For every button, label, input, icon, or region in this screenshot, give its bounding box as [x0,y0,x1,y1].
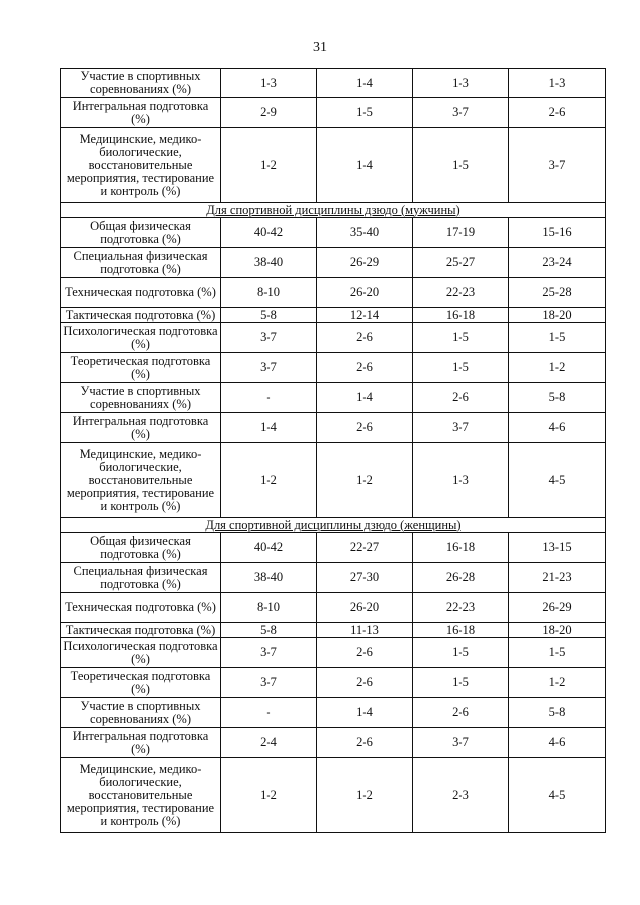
cell-value: 2-6 [509,98,606,128]
cell-value: 26-29 [317,248,413,278]
cell-value: - [221,698,317,728]
row-label: Психологическая подготовка (%) [61,323,221,353]
cell-value: 3-7 [509,128,606,203]
cell-value: 1-2 [509,353,606,383]
row-label: Общая физическая подготовка (%) [61,533,221,563]
cell-value: 1-4 [317,128,413,203]
cell-value: 15-16 [509,218,606,248]
cell-value: 2-6 [317,353,413,383]
table-row [61,563,606,593]
cell-value: 26-28 [413,563,509,593]
table-row [61,278,606,308]
cell-value: 38-40 [221,563,317,593]
section-header [61,203,606,218]
cell-value: 1-3 [509,69,606,98]
cell-value: 1-2 [221,128,317,203]
row-label: Интегральная подготовка (%) [61,413,221,443]
cell-value: 3-7 [221,323,317,353]
cell-value: 26-20 [317,593,413,623]
cell-value: 1-2 [509,668,606,698]
cell-value: 1-5 [413,668,509,698]
section-title: Для спортивной дисциплины дзюдо (мужчины) [206,202,460,217]
row-label: Психологическая подготовка (%) [61,638,221,668]
cell-value: 5-8 [221,308,317,323]
cell-value: 4-5 [509,443,606,518]
table-row [61,383,606,413]
cell-value: 2-6 [317,638,413,668]
cell-value: 1-2 [221,758,317,833]
cell-value: 1-3 [413,69,509,98]
row-label: Специальная физическая подготовка (%) [61,248,221,278]
table-row [61,443,606,518]
table-row [61,69,606,98]
cell-value: 38-40 [221,248,317,278]
cell-value: 4-6 [509,728,606,758]
cell-value: 25-28 [509,278,606,308]
cell-value: 16-18 [413,623,509,638]
cell-value: 1-5 [413,353,509,383]
table-row [61,533,606,563]
cell-value: 3-7 [413,728,509,758]
row-label: Теоретическая подготовка (%) [61,668,221,698]
cell-value: 18-20 [509,308,606,323]
cell-value: 4-5 [509,758,606,833]
cell-value: 1-3 [221,69,317,98]
table-row [61,218,606,248]
cell-value: 1-4 [221,413,317,443]
cell-value: 26-20 [317,278,413,308]
cell-value: 1-2 [317,443,413,518]
cell-value: 1-4 [317,69,413,98]
cell-value: 17-19 [413,218,509,248]
row-label: Медицинские, медико-биологические, восстановительные мероприятия, тестирование и контроль (%) [61,443,221,518]
cell-value: - [221,383,317,413]
row-label: Медицинские, медико-биологические, восстановительные мероприятия, тестирование и контроль (%) [61,128,221,203]
row-label: Техническая подготовка (%) [61,278,221,308]
page-number: 31 [313,40,327,55]
cell-value: 1-4 [317,698,413,728]
cell-value: 5-8 [221,623,317,638]
cell-value: 5-8 [509,383,606,413]
row-label: Участие в спортивных соревнованиях (%) [61,383,221,413]
row-label: Специальная физическая подготовка (%) [61,563,221,593]
cell-value: 1-5 [413,638,509,668]
cell-value: 22-27 [317,533,413,563]
section-header [61,518,606,533]
cell-value: 2-6 [413,698,509,728]
cell-value: 11-13 [317,623,413,638]
cell-value: 3-7 [413,413,509,443]
section-header-row [61,203,606,218]
cell-value: 1-2 [317,758,413,833]
cell-value: 8-10 [221,278,317,308]
cell-value: 3-7 [221,638,317,668]
row-label: Тактическая подготовка (%) [61,623,221,638]
cell-value: 3-7 [221,668,317,698]
training-ratio-table [60,68,606,833]
row-label: Общая физическая подготовка (%) [61,218,221,248]
table-row [61,323,606,353]
table-row [61,638,606,668]
cell-value: 23-24 [509,248,606,278]
cell-value: 12-14 [317,308,413,323]
cell-value: 3-7 [413,98,509,128]
row-label: Интегральная подготовка (%) [61,728,221,758]
cell-value: 2-9 [221,98,317,128]
cell-value: 21-23 [509,563,606,593]
cell-value: 22-23 [413,593,509,623]
row-label: Техническая подготовка (%) [61,593,221,623]
cell-value: 16-18 [413,533,509,563]
table-row [61,98,606,128]
table-row [61,593,606,623]
cell-value: 5-8 [509,698,606,728]
cell-value: 1-5 [317,98,413,128]
cell-value: 3-7 [221,353,317,383]
cell-value: 2-3 [413,758,509,833]
cell-value: 2-6 [317,668,413,698]
cell-value: 1-5 [413,323,509,353]
cell-value: 40-42 [221,218,317,248]
table-row [61,353,606,383]
cell-value: 26-29 [509,593,606,623]
cell-value: 8-10 [221,593,317,623]
cell-value: 18-20 [509,623,606,638]
row-label: Участие в спортивных соревнованиях (%) [61,69,221,98]
cell-value: 2-6 [317,728,413,758]
cell-value: 1-3 [413,443,509,518]
table-row [61,728,606,758]
cell-value: 2-6 [317,323,413,353]
row-label: Участие в спортивных соревнованиях (%) [61,698,221,728]
table-row [61,758,606,833]
cell-value: 2-6 [317,413,413,443]
row-label: Тактическая подготовка (%) [61,308,221,323]
cell-value: 27-30 [317,563,413,593]
row-label: Медицинские, медико-биологические, восстановительные мероприятия, тестирование и контроль (%) [61,758,221,833]
cell-value: 2-6 [413,383,509,413]
section-title: Для спортивной дисциплины дзюдо (женщины) [205,517,461,532]
cell-value: 2-4 [221,728,317,758]
cell-value: 16-18 [413,308,509,323]
cell-value: 1-5 [509,323,606,353]
table-body [61,69,606,833]
cell-value: 1-2 [221,443,317,518]
cell-value: 40-42 [221,533,317,563]
section-header-row [61,518,606,533]
table-row [61,623,606,638]
table-row [61,128,606,203]
cell-value: 4-6 [509,413,606,443]
row-label: Теоретическая подготовка (%) [61,353,221,383]
table-row [61,308,606,323]
row-label: Интегральная подготовка (%) [61,98,221,128]
cell-value: 22-23 [413,278,509,308]
table-row [61,668,606,698]
cell-value: 25-27 [413,248,509,278]
cell-value: 13-15 [509,533,606,563]
table-row [61,248,606,278]
table-row [61,698,606,728]
cell-value: 1-4 [317,383,413,413]
cell-value: 35-40 [317,218,413,248]
cell-value: 1-5 [509,638,606,668]
cell-value: 1-5 [413,128,509,203]
table-row [61,413,606,443]
